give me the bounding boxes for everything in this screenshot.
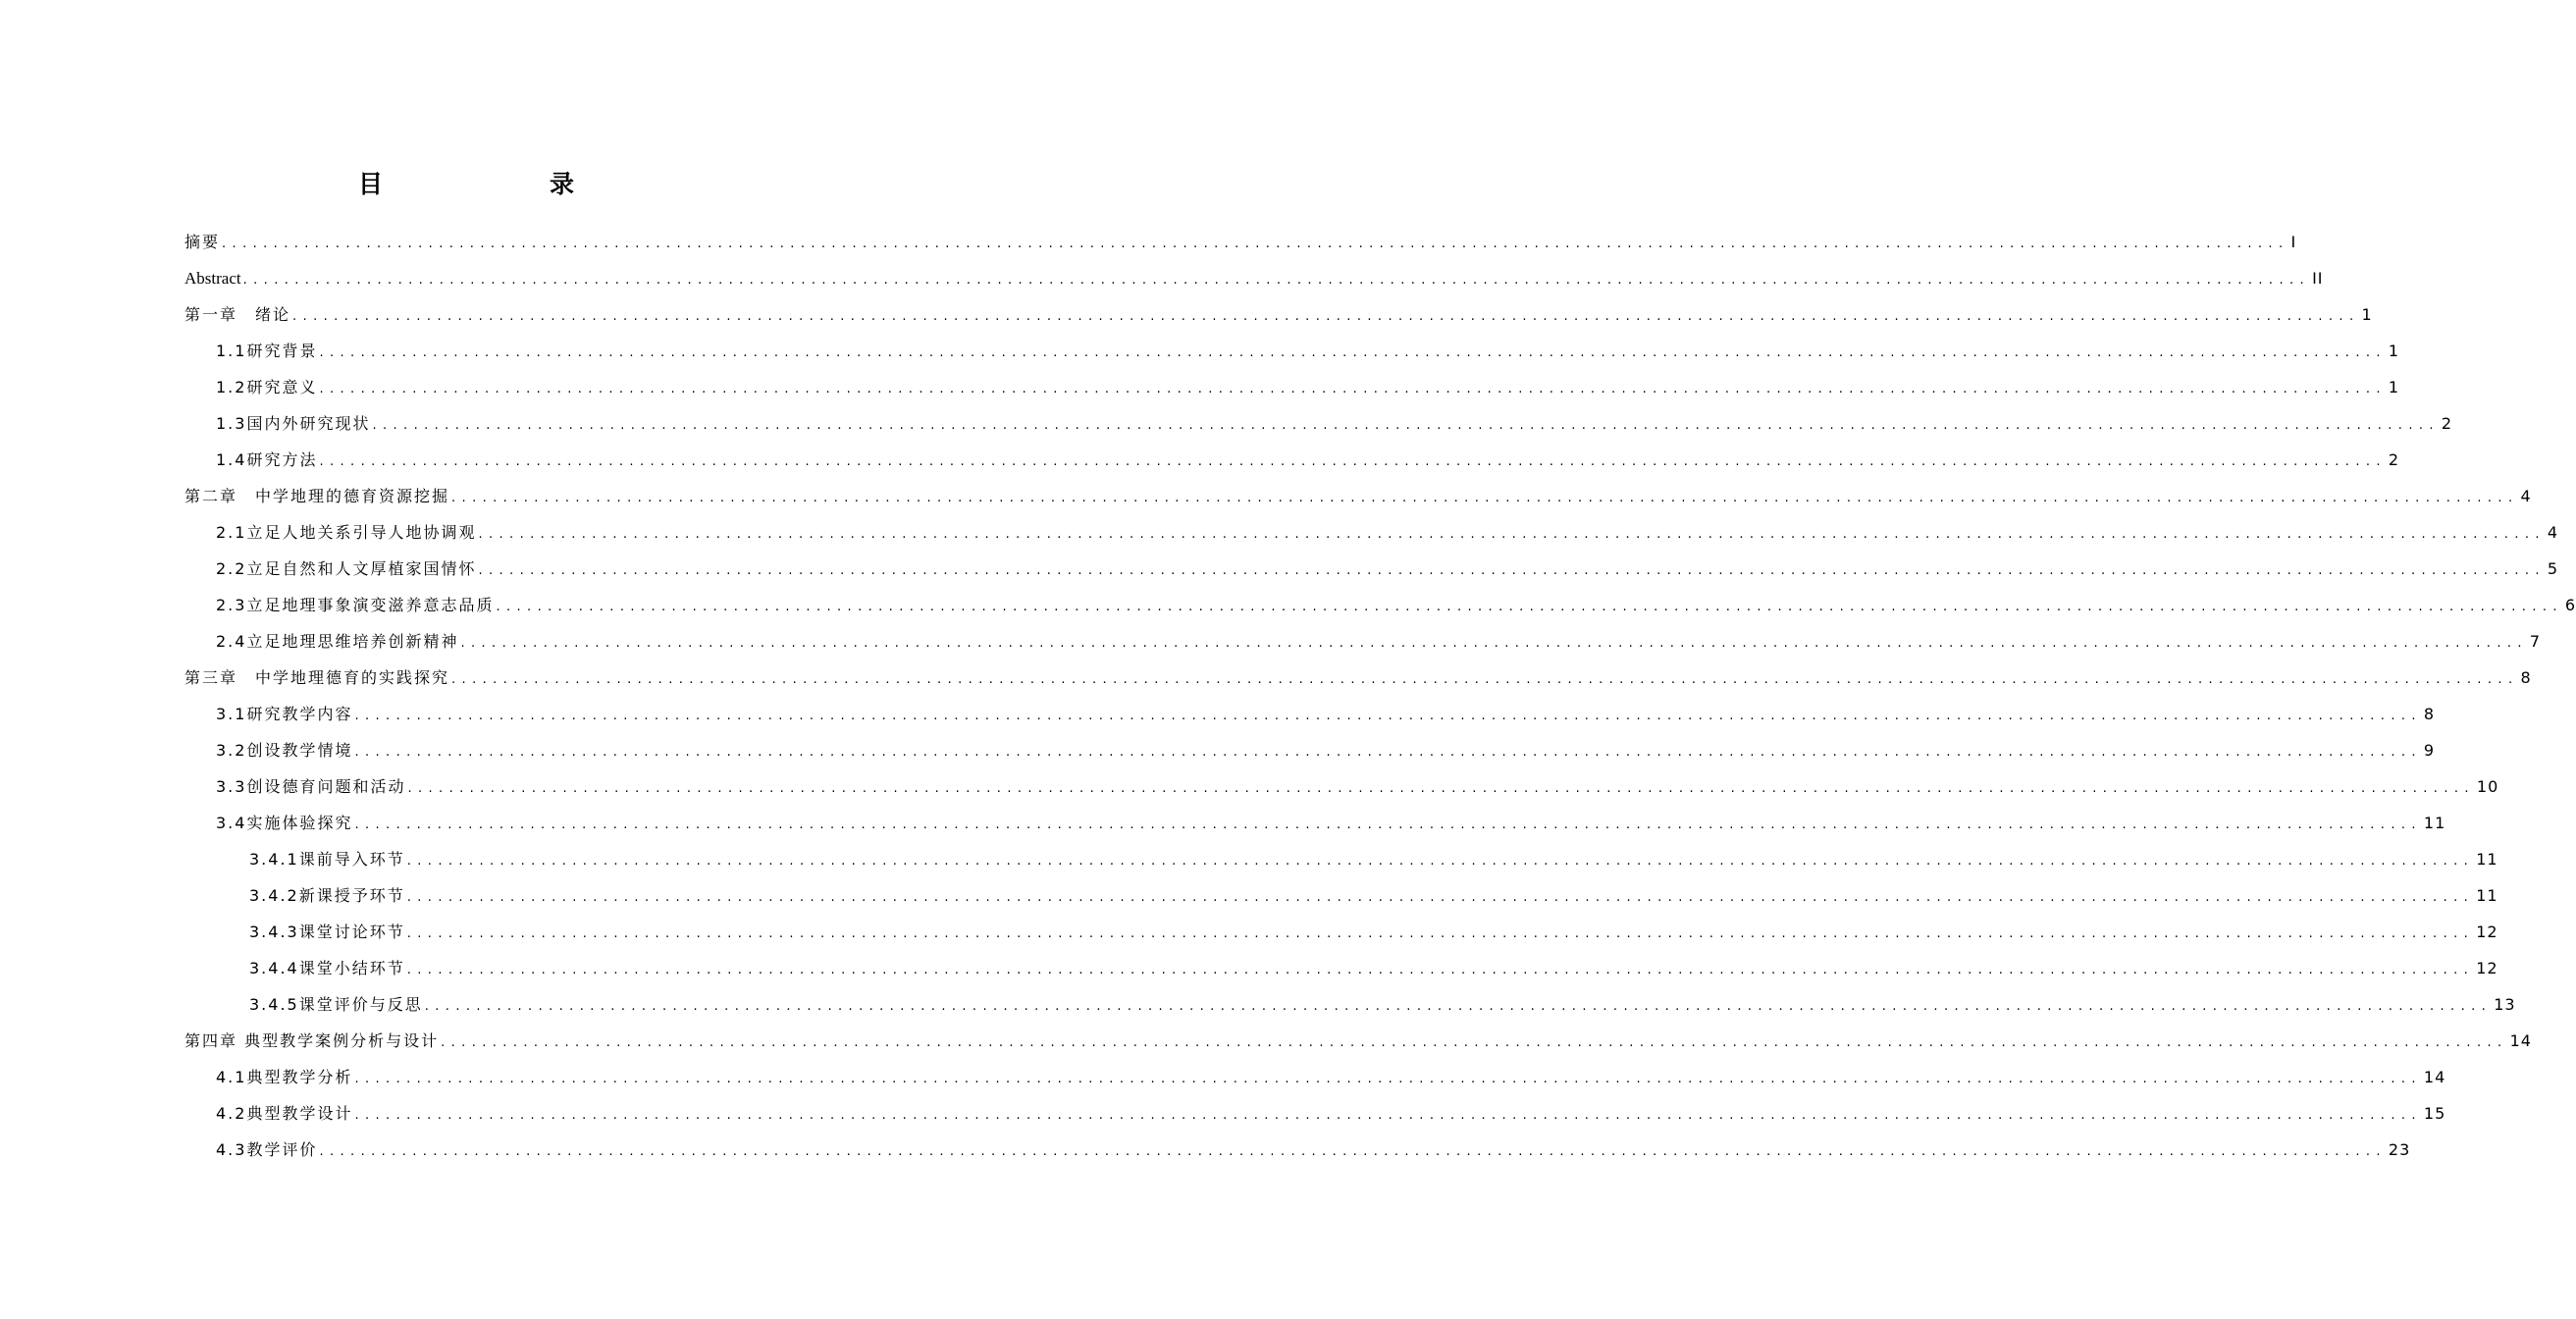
toc-entry[interactable] xyxy=(184,768,2499,805)
toc-leader-dots: ........................................................................................................................................................................................................ xyxy=(451,672,2519,687)
toc-entry-page-number: 2 xyxy=(2388,450,2400,469)
toc-entry-page-number: 1 xyxy=(2388,342,2400,360)
toc-leader-dots: ........................................................................................................................................................................................................ xyxy=(222,237,2289,251)
toc-entry[interactable] xyxy=(184,1023,2532,1059)
toc-entry-page-number: 5 xyxy=(2547,559,2559,578)
toc-entry-label: 3.1研究教学内容 xyxy=(216,705,353,723)
toc-entry[interactable] xyxy=(184,551,2559,587)
toc-entry[interactable] xyxy=(184,841,2498,877)
toc-entry[interactable] xyxy=(184,1132,2411,1168)
toc-entry[interactable] xyxy=(184,877,2498,914)
toc-leader-dots: ........................................................................................................................................................................................................ xyxy=(406,890,2475,905)
toc-entry-page-number: 9 xyxy=(2423,741,2436,760)
toc-entry-label: 3.4.4课堂小结环节 xyxy=(249,959,405,977)
toc-entry[interactable] xyxy=(184,514,2559,551)
toc-entry-page-number: 14 xyxy=(2423,1068,2446,1086)
toc-leader-dots: ........................................................................................................................................................................................................ xyxy=(441,1035,2508,1050)
toc-leader-dots: ........................................................................................................................................................................................................ xyxy=(406,854,2475,869)
toc-leader-dots: ........................................................................................................................................................................................................ xyxy=(478,527,2546,542)
toc-entry-label: 2.2立足自然和人文厚植家国情怀 xyxy=(216,559,477,578)
toc-entry[interactable] xyxy=(184,224,2297,260)
toc-entry-label: 第四章 典型教学案例分析与设计 xyxy=(184,1031,440,1050)
toc-entry-label: 3.2创设教学情境 xyxy=(216,741,353,760)
toc-entry-label: 2.3立足地理事象演变滋养意志品质 xyxy=(216,596,495,614)
toc-entry-label: Abstract xyxy=(184,269,241,288)
toc-entry-page-number: 15 xyxy=(2423,1104,2446,1123)
toc-entry-page-number: 14 xyxy=(2509,1031,2532,1050)
table-of-contents xyxy=(184,224,2576,1168)
toc-entry-page-number: 1 xyxy=(2361,305,2373,324)
toc-entry-page-number: 13 xyxy=(2494,995,2516,1014)
toc-leader-dots: ........................................................................................................................................................................................................ xyxy=(407,781,2475,796)
toc-entry-page-number: 11 xyxy=(2423,814,2446,832)
toc-entry-page-number: 11 xyxy=(2476,850,2498,869)
toc-entry-label: 1.4研究方法 xyxy=(216,450,318,469)
toc-leader-dots: ........................................................................................................................................................................................................ xyxy=(354,818,2422,832)
toc-leader-dots: ........................................................................................................................................................................................................ xyxy=(319,454,2387,469)
toc-entry-page-number: 2 xyxy=(2441,414,2453,433)
toc-entry-label: 1.3国内外研究现状 xyxy=(216,414,371,433)
toc-entry[interactable] xyxy=(184,623,2542,660)
toc-leader-dots: ........................................................................................................................................................................................................ xyxy=(424,999,2493,1014)
toc-entry-page-number: 11 xyxy=(2476,886,2498,905)
toc-entry-page-number: II xyxy=(2312,269,2324,288)
toc-entry[interactable] xyxy=(184,442,2400,478)
toc-entry-label: 3.4.2新课授予环节 xyxy=(249,886,405,905)
toc-entry-label: 2.1立足人地关系引导人地协调观 xyxy=(216,523,477,542)
toc-leader-dots: ........................................................................................................................................................................................................ xyxy=(451,491,2519,505)
toc-leader-dots: ........................................................................................................................................................................................................ xyxy=(242,273,2311,288)
toc-leader-dots: ........................................................................................................................................................................................................ xyxy=(319,382,2387,396)
toc-entry-label: 4.1典型教学分析 xyxy=(216,1068,353,1086)
toc-entry[interactable] xyxy=(184,587,2576,623)
toc-entry[interactable] xyxy=(184,660,2532,696)
toc-entry-label: 4.3教学评价 xyxy=(216,1140,318,1159)
toc-entry-label: 1.2研究意义 xyxy=(216,378,318,396)
toc-entry[interactable] xyxy=(184,369,2400,405)
toc-entry-page-number: 12 xyxy=(2476,923,2498,941)
toc-leader-dots: ........................................................................................................................................................................................................ xyxy=(292,309,2360,324)
toc-entry-page-number: 7 xyxy=(2529,632,2542,651)
toc-entry[interactable] xyxy=(184,732,2436,768)
toc-entry-label: 摘要 xyxy=(184,233,221,251)
toc-entry[interactable] xyxy=(184,914,2498,950)
toc-leader-dots: ........................................................................................................................................................................................................ xyxy=(354,745,2422,760)
toc-entry-page-number: 23 xyxy=(2388,1140,2411,1159)
toc-entry-label: 1.1研究背景 xyxy=(216,342,318,360)
toc-entry-page-number: 6 xyxy=(2564,596,2576,614)
toc-leader-dots: ........................................................................................................................................................................................................ xyxy=(354,709,2422,723)
toc-leader-dots: ........................................................................................................................................................................................................ xyxy=(354,1108,2422,1123)
toc-entry-label: 3.4实施体验探究 xyxy=(216,814,353,832)
toc-entry-page-number: I xyxy=(2290,233,2297,251)
toc-leader-dots: ........................................................................................................................................................................................................ xyxy=(406,926,2475,941)
toc-entry[interactable] xyxy=(184,405,2453,442)
toc-entry[interactable] xyxy=(184,696,2436,732)
toc-entry-label: 3.4.3课堂讨论环节 xyxy=(249,923,405,941)
toc-entry-page-number: 8 xyxy=(2520,668,2532,687)
toc-leader-dots: ........................................................................................................................................................................................................ xyxy=(354,1072,2422,1086)
toc-entry-page-number: 12 xyxy=(2476,959,2498,977)
toc-entry[interactable] xyxy=(184,805,2446,841)
toc-entry-label: 3.4.1课前导入环节 xyxy=(249,850,405,869)
toc-entry[interactable] xyxy=(184,1095,2446,1132)
toc-entry[interactable] xyxy=(184,986,2516,1023)
toc-leader-dots: ........................................................................................................................................................................................................ xyxy=(319,1144,2387,1159)
toc-entry-label: 4.2典型教学设计 xyxy=(216,1104,353,1123)
toc-entry-page-number: 4 xyxy=(2547,523,2559,542)
toc-leader-dots: ........................................................................................................................................................................................................ xyxy=(319,345,2387,360)
toc-leader-dots: ........................................................................................................................................................................................................ xyxy=(496,600,2563,614)
toc-entry-label: 第二章 中学地理的德育资源挖掘 xyxy=(184,487,450,505)
toc-leader-dots: ........................................................................................................................................................................................................ xyxy=(372,418,2440,433)
toc-entry[interactable] xyxy=(184,333,2400,369)
toc-title: 目 录 xyxy=(357,170,613,198)
toc-entry-page-number: 8 xyxy=(2423,705,2436,723)
toc-entry-page-number: 4 xyxy=(2520,487,2532,505)
toc-entry[interactable] xyxy=(184,260,2324,296)
toc-leader-dots: ........................................................................................................................................................................................................ xyxy=(478,563,2546,578)
toc-leader-dots: ........................................................................................................................................................................................................ xyxy=(460,636,2528,651)
toc-entry-label: 3.4.5课堂评价与反思 xyxy=(249,995,423,1014)
toc-entry-page-number: 10 xyxy=(2476,777,2499,796)
toc-entry[interactable] xyxy=(184,950,2498,986)
toc-entry-label: 第一章 绪论 xyxy=(184,305,291,324)
toc-entry-label: 第三章 中学地理德育的实践探究 xyxy=(184,668,450,687)
toc-entry-label: 3.3创设德育问题和活动 xyxy=(216,777,406,796)
toc-entry[interactable] xyxy=(184,1059,2446,1095)
toc-entry[interactable] xyxy=(184,296,2373,333)
toc-entry-page-number: 1 xyxy=(2388,378,2400,396)
toc-entry[interactable] xyxy=(184,478,2532,514)
toc-leader-dots: ........................................................................................................................................................................................................ xyxy=(406,963,2475,977)
toc-entry-label: 2.4立足地理思维培养创新精神 xyxy=(216,632,459,651)
